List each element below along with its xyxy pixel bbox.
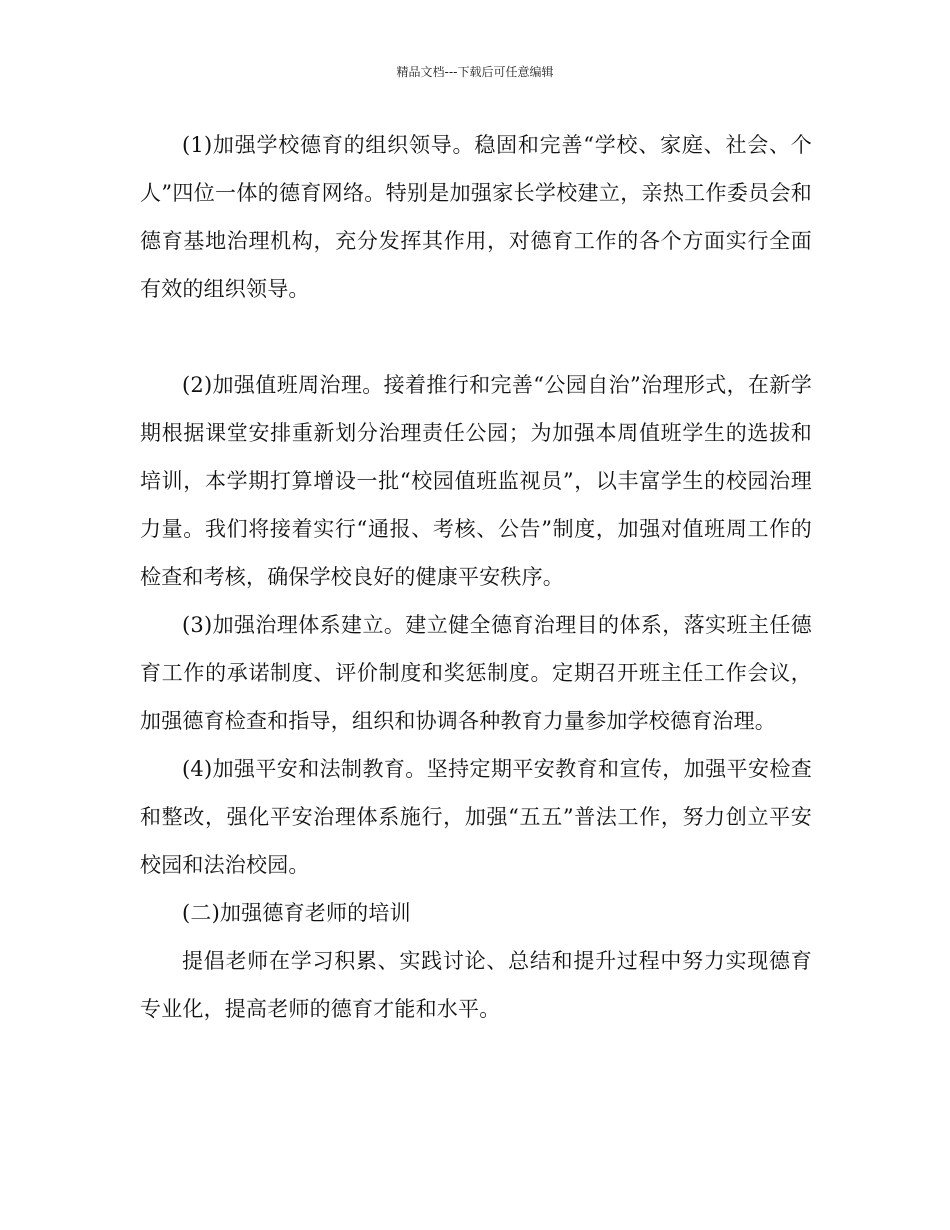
paragraph-5: 提倡老师在学习积累、实践讨论、总结和提升过程中努力实现德育专业化，提高老师的德育才能和水平。 [140, 949, 812, 1021]
page-header: 精品文档---下载后可任意编辑 [396, 65, 554, 79]
paragraph-4: (4)加强平安和法制教育。坚持定期平安教育和宣传，加强平安检查和整改，强化平安治理体系施行，加强“五五”普法工作，努力创立平安校园和法治校园。 [140, 757, 812, 877]
paragraph-2: (2)加强值班周治理。接着推行和完善“公园自治”治理形式，在新学期根据课堂安排重新划分治理责任公园；为加强本周值班学生的选拔和培训，本学期打算增设一批“校园值班监视员”，以丰富学生的校园治理力量。我们将接着实行“通报、考核、公告”制度，加强对值班周工作的检查和考核，确保学校良好的健康平安秩序。 [140, 373, 812, 589]
paragraph-block-2 [140, 361, 812, 601]
paragraph-block-3 [140, 601, 812, 1033]
paragraph-3: (3)加强治理体系建立。建立健全德育治理目的体系，落实班主任德育工作的承诺制度、评价制度和奖惩制度。定期召开班主任工作会议，加强德育检查和指导，组织和协调各种教育力量参加学校德育治理。 [140, 613, 812, 733]
section-heading: (二)加强德育老师的培训 [182, 901, 411, 925]
paragraph-1: (1)加强学校德育的组织领导。稳固和完善“学校、家庭、社会、个人”四位一体的德育网络。特别是加强家长学校建立，亲热工作委员会和德育基地治理机构，充分发挥其作用，对德育工作的各个方面实行全面有效的组织领导。 [140, 133, 812, 301]
paragraph-block-1 [140, 121, 812, 313]
